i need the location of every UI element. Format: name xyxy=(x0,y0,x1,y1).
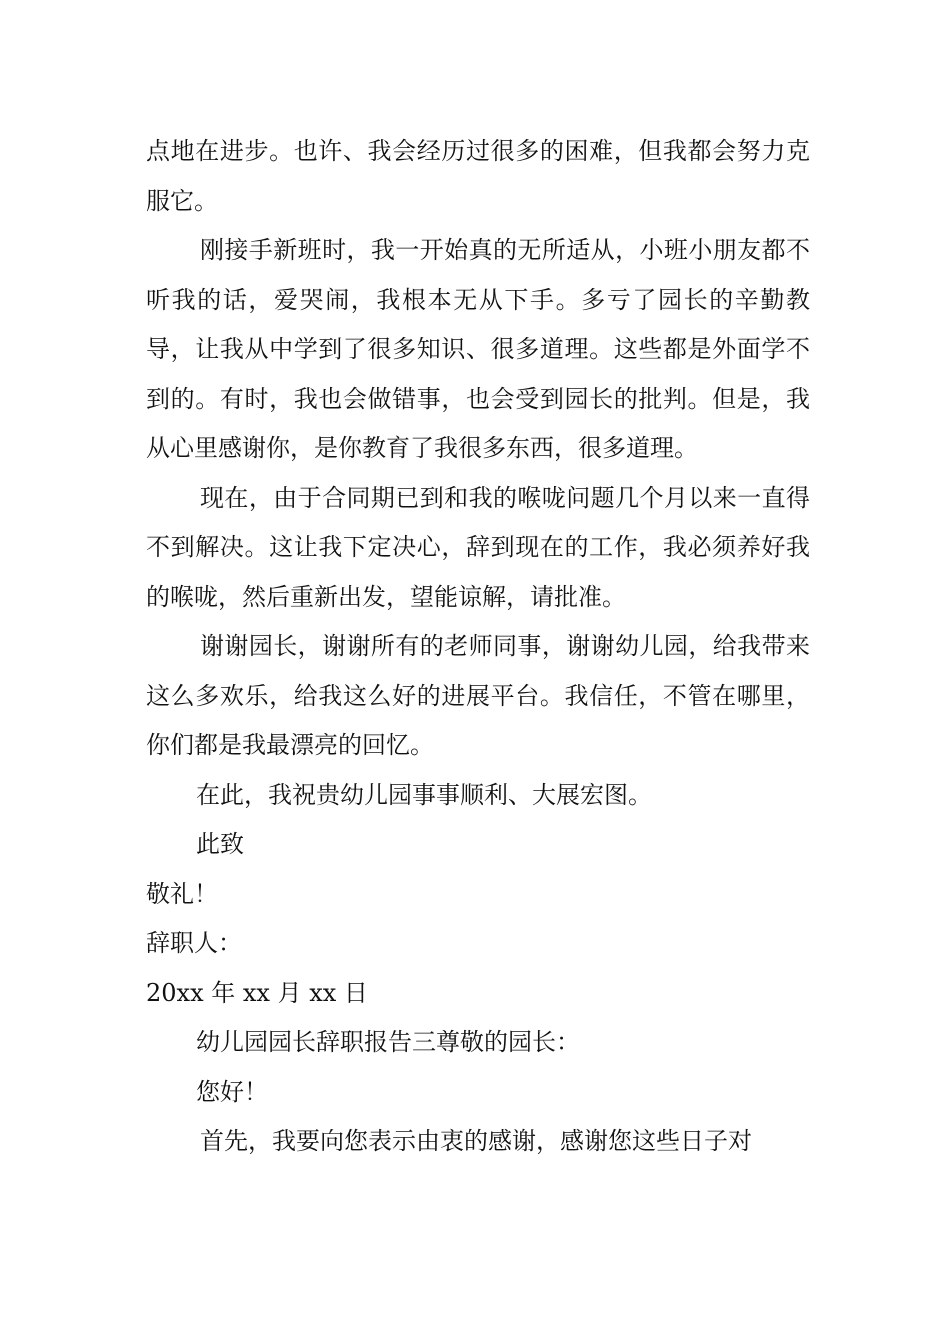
greeting: 您好！ xyxy=(196,1077,268,1106)
closing-regards: 敬礼！ xyxy=(146,879,218,908)
paragraph-contract: 现在，由于合同期已到和我的喉咙问题几个月以来一直得不到解决。这让我下定决心，辞到现在的工作，我必须养好我的喉咙，然后重新出发，望能谅解，请批准。 xyxy=(146,483,810,611)
paragraph-opening: 首先，我要向您表示由衷的感谢，感谢您这些日子对 xyxy=(200,1127,752,1155)
paragraph-thanks: 谢谢园长，谢谢所有的老师同事，谢谢幼儿园，给我带来这么多欢乐，给我这么好的进展平台。我信任，不管在哪里，你们都是我最漂亮的回忆。 xyxy=(146,632,810,759)
section-heading: 幼儿园园长辞职报告三尊敬的园长： xyxy=(196,1028,580,1056)
paragraph-wishes: 在此，我祝贵幼儿园事事顺利、大展宏图。 xyxy=(196,780,652,809)
signature-label: 辞职人： xyxy=(146,929,242,957)
paragraph-continuation: 点地在进步。也许、我会经历过很多的困难，但我都会努力克服它。 xyxy=(146,137,810,215)
paragraph-new-class: 刚接手新班时，我一开始真的无所适从，小班小朋友都不听我的话，爱哭闹，我根本无从下手。多亏了园长的辛勤教导，让我从中学到了很多知识、很多道理。这些都是外面学不到的。有时，我也会做错事，也会受到园长的批判。但是，我从心里感谢你，是你教育了我很多东西，很多道理。 xyxy=(146,236,810,462)
date-line: 20xx 年 xx 月 xx 日 xyxy=(146,978,368,1007)
closing-salutation: 此致 xyxy=(196,830,244,858)
document-body xyxy=(146,127,810,1167)
